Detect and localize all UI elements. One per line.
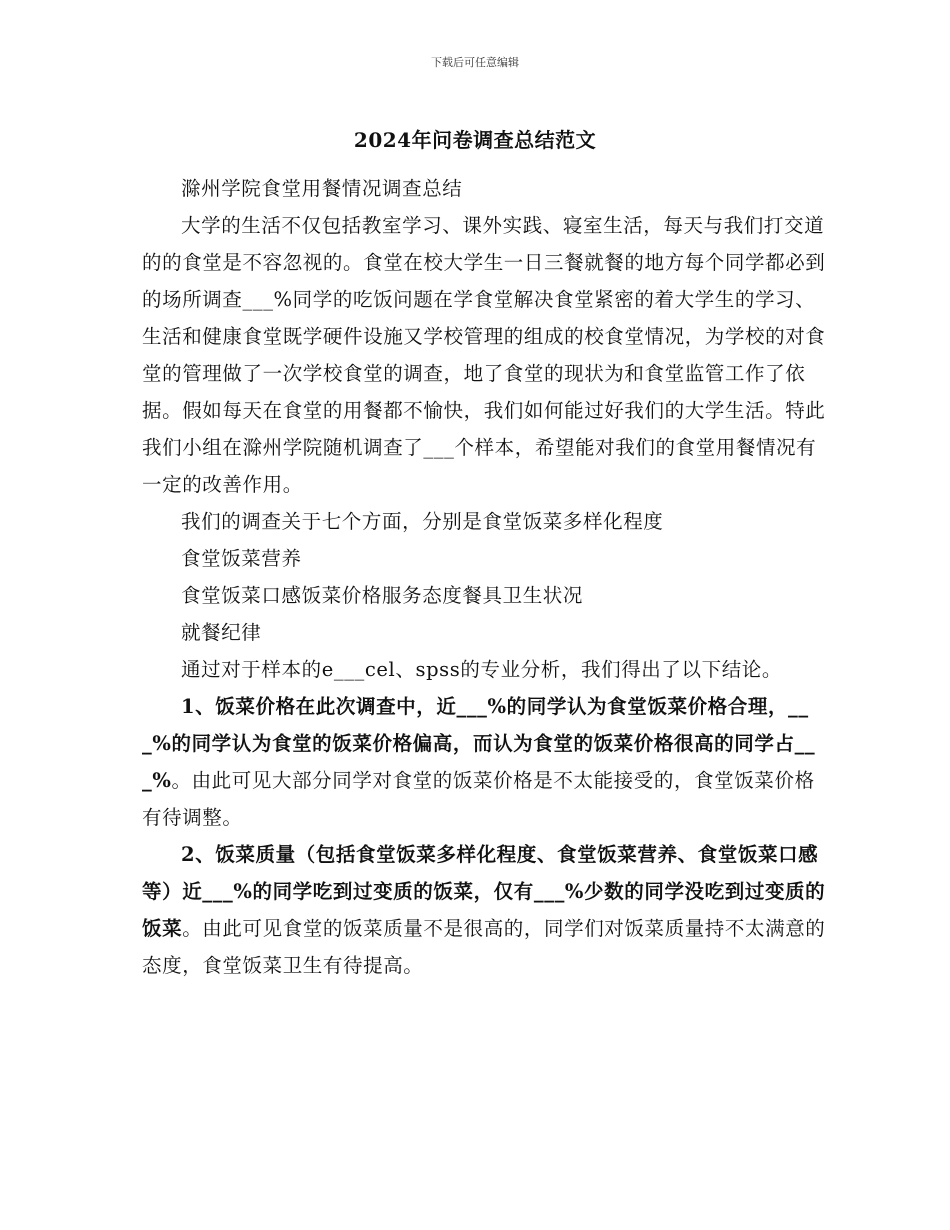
document-title: 2024年问卷调查总结范文	[353, 128, 597, 152]
page-header-note: 下载后可任意编辑	[431, 56, 519, 69]
aspect-line-nutrition: 食堂饭菜营养	[181, 547, 302, 570]
finding-1-bold: 1、饭菜价格在此次调查中，近___%的同学认为食堂饭菜价格合理，___%的同学认为食堂的饭菜价格偏高，而认为食堂的饭菜价格很高的同学占___%	[142, 695, 816, 792]
finding-1-text: 。由此可见大部分同学对食堂的饭菜价格是不太能接受的，食堂饭菜价格有待调整。	[142, 769, 815, 829]
finding-2-text: 。由此可见食堂的饭菜质量不是很高的，同学们对饭菜质量持不太满意的态度，食堂饭菜卫生有待提高。	[142, 917, 826, 977]
finding-2-bold: 2、饭菜质量（包括食堂饭菜多样化程度、食堂饭菜营养、食堂饭菜口感等）近___%的同学吃到过变质的饭菜，仅有___%少数的同学没吃到过变质的饭菜	[142, 843, 826, 940]
document-subtitle: 滁州学院食堂用餐情况调查总结	[181, 177, 463, 200]
analysis-paragraph: 通过对于样本的e___cel、spss的专业分析，我们得出了以下结论。	[181, 658, 782, 681]
aspect-line-details: 食堂饭菜口感饭菜价格服务态度餐具卫生状况	[181, 584, 584, 607]
aspect-line-discipline: 就餐纪律	[181, 621, 262, 644]
finding-1-paragraph	[142, 688, 832, 836]
intro-paragraph: 大学的生活不仅包括教室学习、课外实践、寝室生活，每天与我们打交道的的食堂是不容忽视的。食堂在校大学生一日三餐就餐的地方每个同学都必到的场所调查___%同学的吃饭问题在学食堂解决食堂紧密的着大学生的学习、生活和健康食堂既学硬件设施又学校管理的组成的校食堂情况，为学校的对食堂的管理做了一次学校食堂的调查，地了食堂的现状为和食堂监管工作了依据。假如每天在食堂的用餐都不愉快，我们如何能过好我们的大学生活。特此我们小组在滁州学院随机调查了___个样本，希望能对我们的食堂用餐情况有一定的改善作用。	[142, 214, 826, 496]
finding-2-paragraph	[142, 836, 832, 984]
aspects-intro-line: 我们的调查关于七个方面，分别是食堂饭菜多样化程度	[181, 510, 664, 533]
document-body	[142, 170, 832, 984]
